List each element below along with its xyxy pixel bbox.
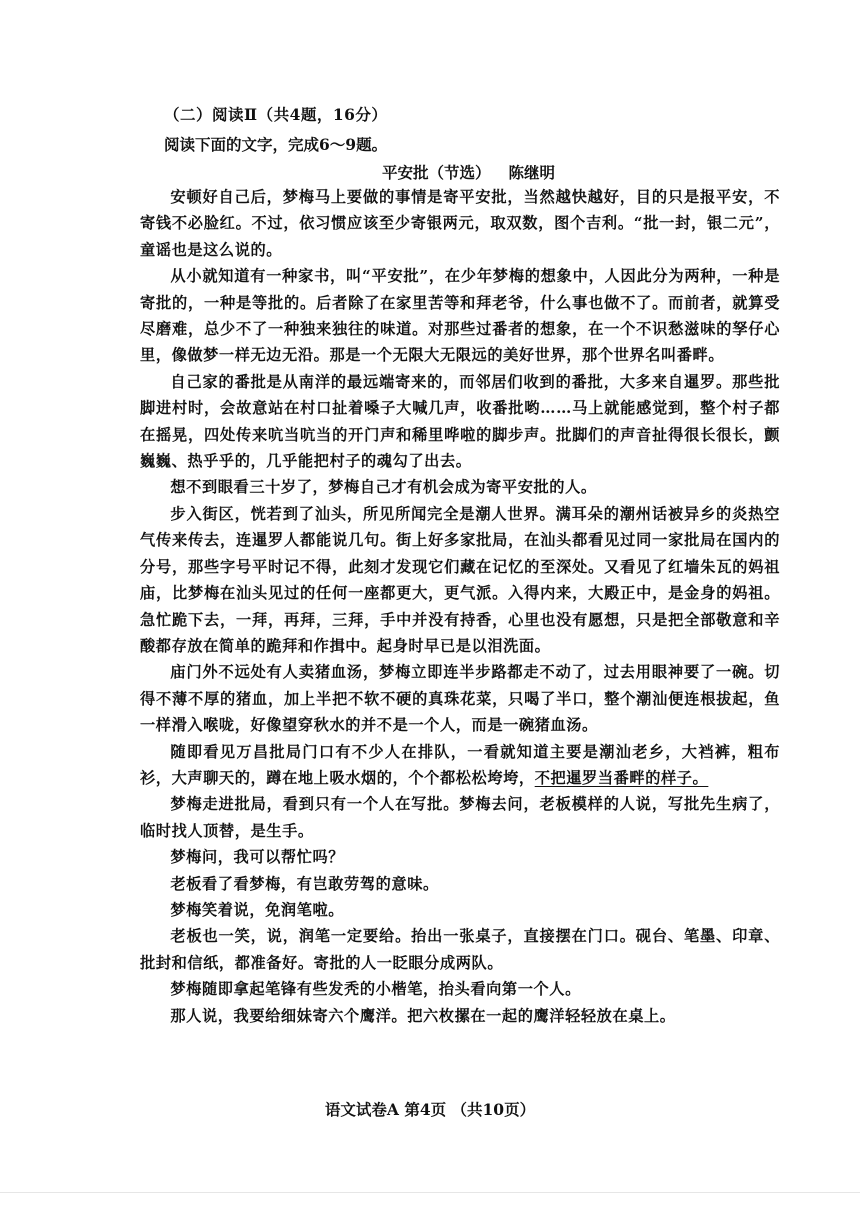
paragraph: 安顿好自己后，梦梅马上要做的事情是寄平安批，当然越快越好，目的只是报平安，不寄钱不必脸红。不过，依习惯应该至少寄银两元，取双数，图个吉利。“批一封，银二元”，童谣也是这么说的。	[140, 188, 780, 259]
article-title-line	[382, 161, 555, 183]
paragraph-text: 随即看见万昌批局门口有不少人在排队，一看就知道主要是潮汕老乡，大裆裤，粗布衫，大声聊天的，蹲在地上吸水烟的，个个都松松垮垮，	[140, 742, 780, 787]
article-title: 平安批（节选）	[382, 163, 491, 182]
section-heading: （二）阅读Ⅱ（共4题，16分）	[164, 105, 388, 124]
paragraph: 从小就知道有一种家书，叫“平安批”，在少年梦梅的想象中，人因此分为两种，一种是寄批的，一种是等批的。后者除了在家里苦等和拜老爷，什么事也做不了。而前者，就算受尽磨难，总少不了一种独来独往的味道。对那些过番者的想象，在一个不识愁滋味的孥仔心里，像做梦一样无边无沿。那是一个无限大无限远的美好世界，那个世界名叫番畔。	[140, 267, 780, 365]
paragraph: 老板看了看梦梅，有岂敢劳驾的意味。	[170, 874, 439, 893]
paragraph: 梦梅问，我可以帮忙吗？	[170, 848, 345, 867]
article-body	[140, 184, 780, 1029]
paragraph: 梦梅笑着说，免润笔啦。	[170, 900, 345, 919]
paragraph: 那人说，我要给细妹寄六个鹰洋。把六枚摞在一起的鹰洋轻轻放在桌上。	[170, 1006, 676, 1025]
paragraph: 庙门外不远处有人卖猪血汤，梦梅立即连半步路都走不动了，过去用眼神要了一碗。切得不薄不厚的猪血，加上半把不软不硬的真珠花菜，只喝了半口，整个潮汕便连根拔起，鱼一样滑入喉咙，好像望穿秋水的并不是一个人，而是一碗猪血汤。	[140, 663, 780, 735]
reading-instruction: 阅读下面的文字，完成6～9题。	[164, 135, 388, 154]
paragraph: 自己家的番批是从南洋的最远端寄来的，而邻居们收到的番批，大多来自暹罗。那些批脚进村时，会故意站在村口扯着嗓子大喊几声，收番批哟……马上就能感觉到，整个村子都在摇晃，四处传来吭当吭当的开门声和稀里哗啦的脚步声。批脚们的声音扯得很长很长，颤巍巍、热乎乎的，几乎能把村子的魂勾了出去。	[140, 372, 780, 471]
article-author: 陈继明	[508, 163, 556, 182]
page-footer: 语文试卷A 第4页 （共10页）	[324, 1100, 536, 1119]
paragraph: 梦梅走进批局，看到只有一个人在写批。梦梅去问，老板模样的人说，写批先生病了，临时找人顶替，是生手。	[140, 795, 780, 840]
underlined-phrase: 不把暹罗当番畔的样子。	[534, 768, 709, 787]
paragraph-with-underline	[140, 739, 780, 792]
paragraph: 想不到眼看三十岁了，梦梅自己才有机会成为寄平安批的人。	[170, 478, 597, 497]
paragraph: 步入街区，恍若到了汕头，所见所闻完全是潮人世界。满耳朵的潮州话被异乡的炎热空气传来传去，连暹罗人都能说几句。街上好多家批局，在汕头都看见过同一家批局在国内的分号，那些字号平时记不得，此刻才发现它们藏在记忆的至深处。又看见了红墙朱瓦的妈祖庙，比梦梅在汕头见过的任何一座都更大，更气派。入得内来，大殿正中，是金身的妈祖。急忙跪下去，一拜，再拜，三拜，手中并没有持香，心里也没有愿想，只是把全部敬意和辛酸都存放在简单的跪拜和作揖中。起身时早已是以泪洗面。	[140, 504, 780, 655]
scan-edge-divider	[0, 1192, 860, 1193]
paragraph: 老板也一笑，说，润笔一定要给。抬出一张桌子，直接摆在门口。砚台、笔墨、印章、批封和信纸，都准备好。寄批的人一眨眼分成两队。	[140, 927, 780, 972]
paragraph: 梦梅随即拿起笔锋有些发秃的小楷笔，抬头看向第一个人。	[170, 980, 581, 999]
